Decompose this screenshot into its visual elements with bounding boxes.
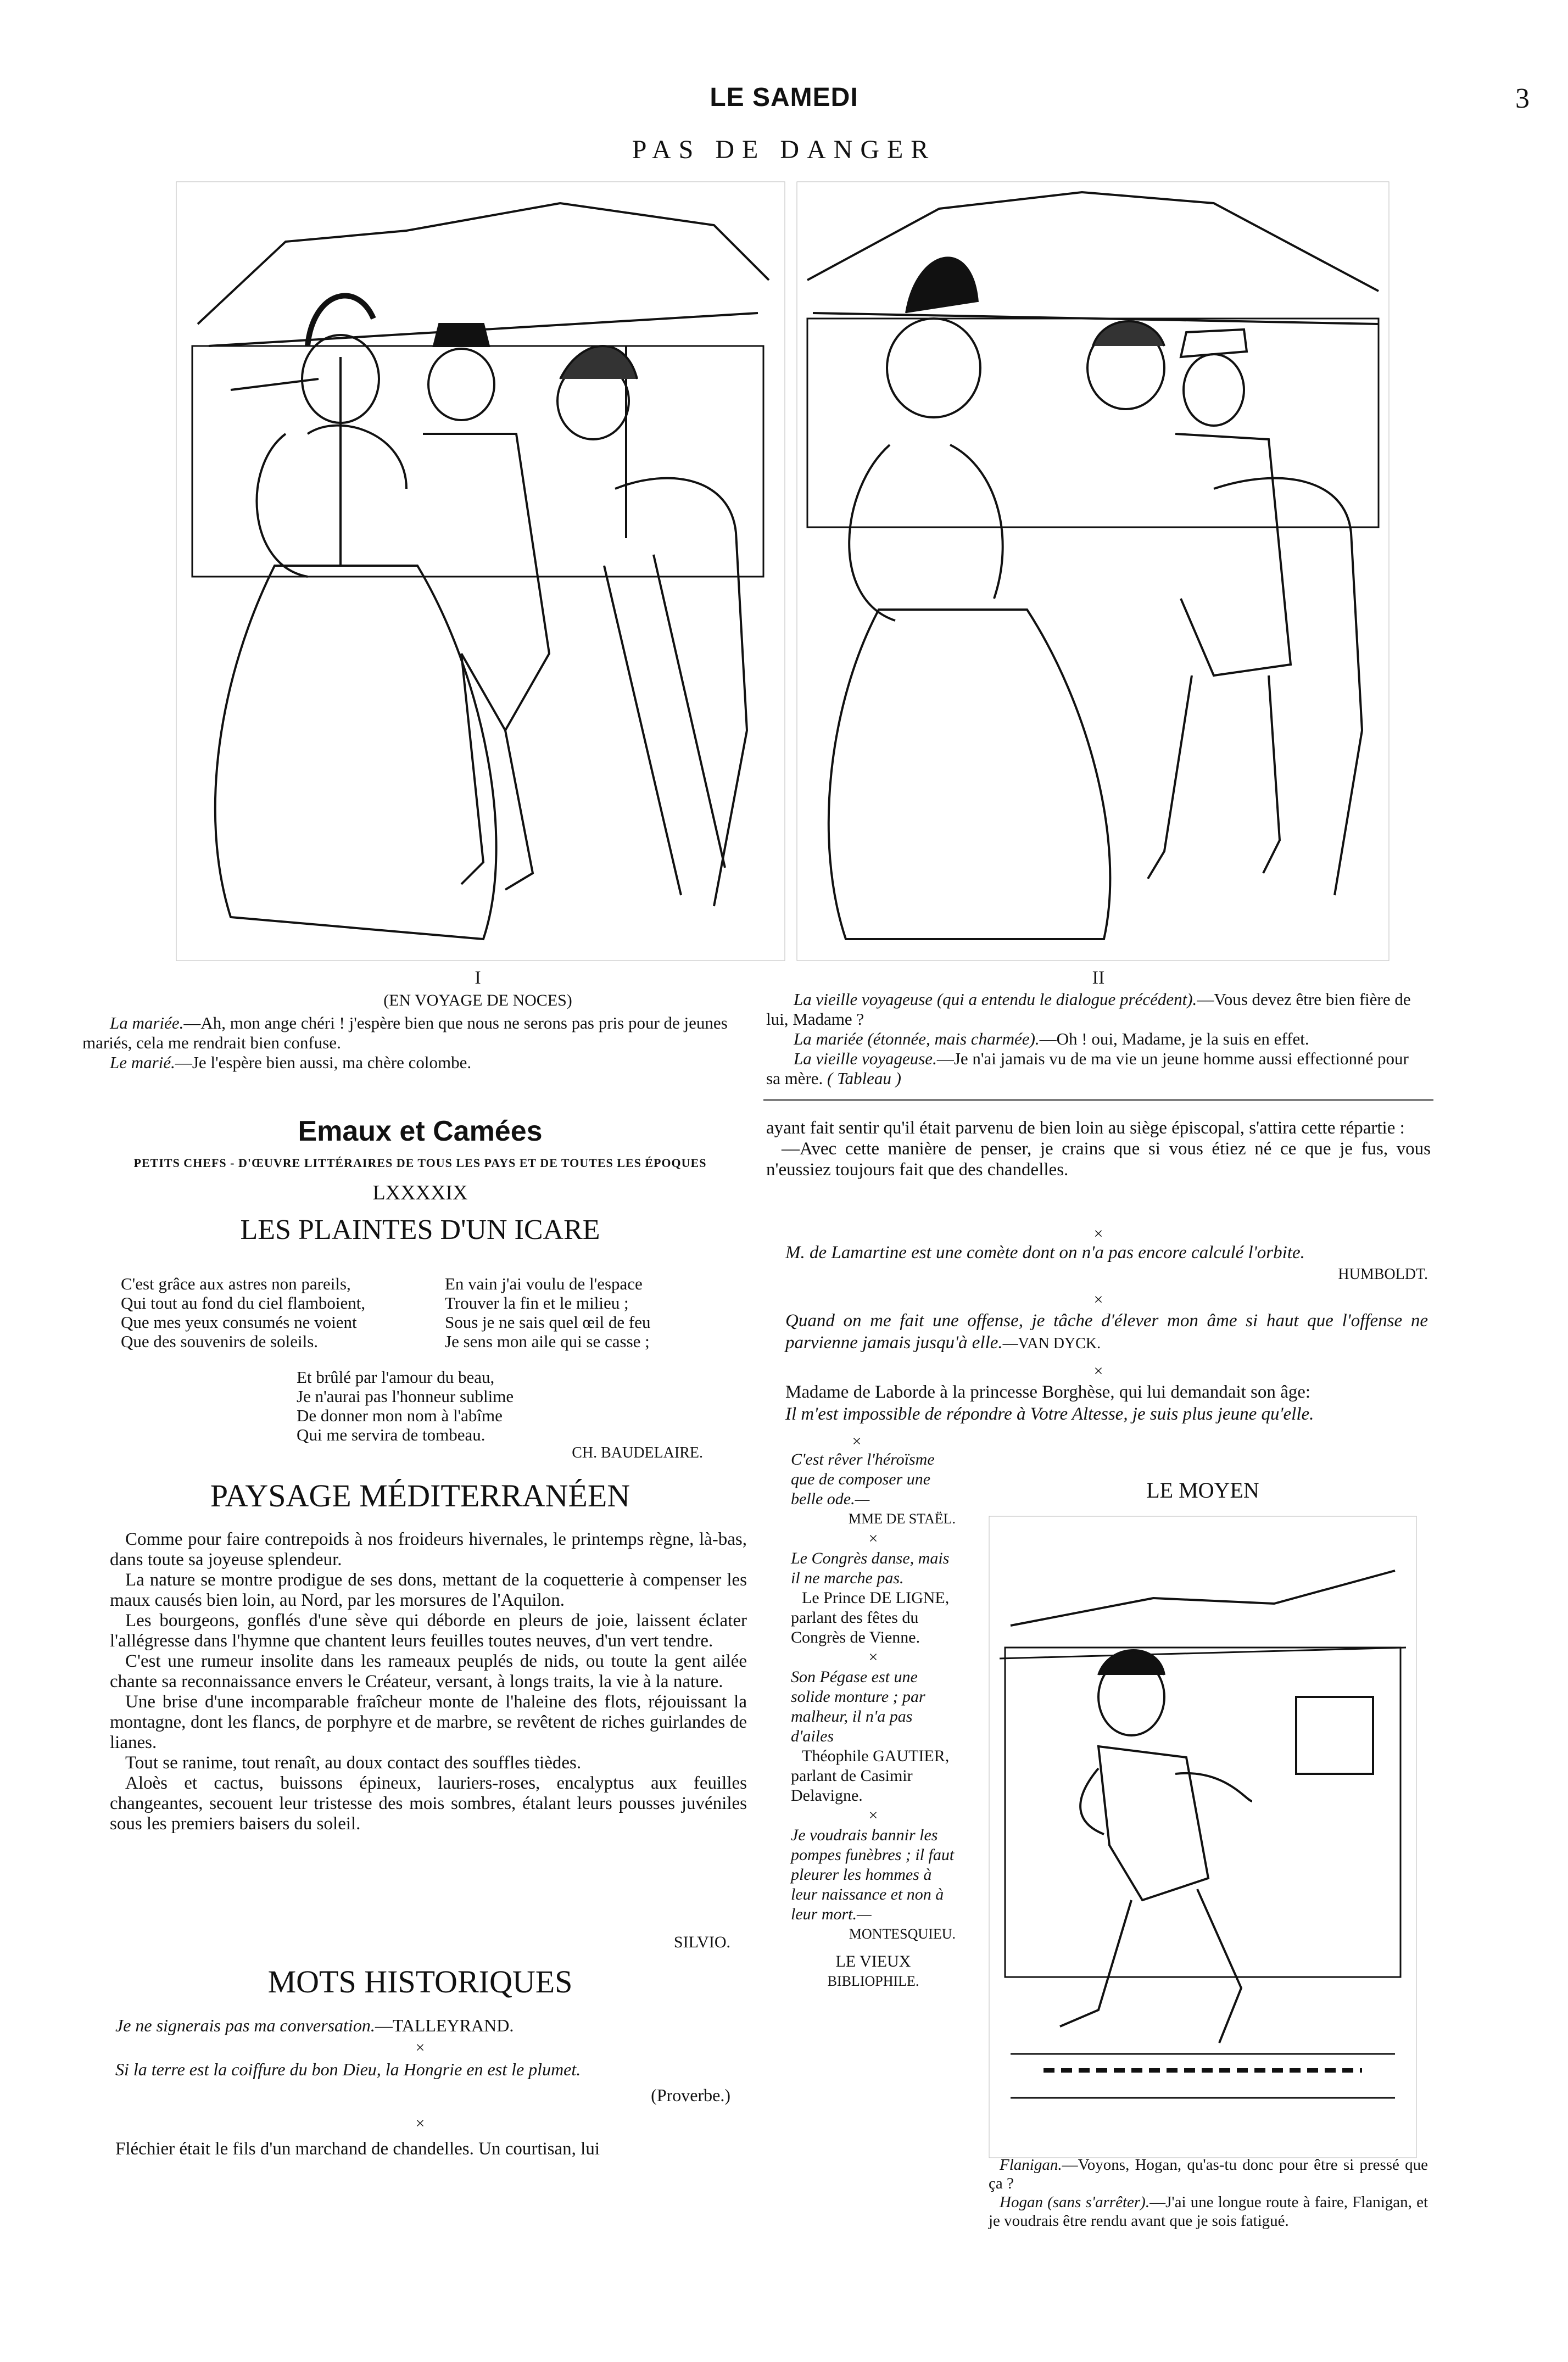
mots-continuation [766, 1118, 1431, 1180]
mots-quote-1 [115, 2015, 747, 2036]
signature-line-2: BIBLIOPHILE. [827, 1973, 919, 1989]
mots-paragraph-3: Fléchier était le fils d'un marchand de chandelles. Un courtisan, lui [115, 2139, 600, 2159]
poem-line: Que des souvenirs de soleils. [121, 1332, 319, 1351]
paragraph: Aloès et cactus, buissons épineux, lauriers-roses, encalyptus aux feuilles changeantes, secouent leur tristesse des mois sombres, étalant leurs pousses juvéniles sous les premiers baisers du soleil. [110, 1773, 747, 1834]
quote-text: Je ne signerais pas ma conversation. [115, 2015, 375, 2035]
poem-line: C'est grâce aux astres non pareils, [121, 1274, 351, 1293]
narrow-quote-2 [791, 1549, 956, 1588]
quote-author: MME DE STAËL. [848, 1511, 956, 1527]
quote-author: Théophile GAUTIER, parlant de Casimir Delavigne. [791, 1747, 950, 1805]
separator-cross: × [415, 2039, 425, 2057]
separator-cross: × [415, 2114, 425, 2132]
quote-author: Le Prince DE LIGNE, parlant des fêtes du Congrès de Vienne. [791, 1589, 950, 1646]
separator-cross: × [1093, 1291, 1103, 1309]
horizontal-divider [763, 1099, 1433, 1101]
paragraph: Tout se ranime, tout renaît, au doux contact des souffles tièdes. [125, 1753, 582, 1773]
mots-quote-6 [785, 1310, 1428, 1355]
cartoon-illustration-old-traveller [796, 181, 1390, 961]
quote-author-humboldt: HUMBOLDT. [1338, 1266, 1428, 1283]
poem-line: Qui tout au fond du ciel flamboient, [121, 1293, 366, 1313]
section-title-moyen: LE MOYEN [1146, 1478, 1259, 1503]
speaker-label: Flanigan. [1000, 2156, 1062, 2174]
cartoon-illustration-running-man [989, 1516, 1417, 2158]
paragraph: —Avec cette manière de penser, je crains que si vous étiez né ce que je fus, vous n'eussiez toujours fait que des chandelles. [766, 1139, 1431, 1180]
cartoon-illustration-honeymoon [176, 181, 785, 961]
poem-stanza-2 [297, 1367, 514, 1444]
quote-author: MONTESQUIEU. [849, 1926, 956, 1942]
separator-cross: × [1093, 1362, 1103, 1380]
emaux-subtitle: PETITS CHEFS - D'ŒUVRE LITTÉRAIRES DE TOUS LES PAYS ET DE TOUTES LES ÉPOQUES [133, 1156, 707, 1170]
speaker-label: La mariée. [110, 1013, 184, 1032]
narrow-quote-4 [791, 1825, 956, 1924]
poem-title: LES PLAINTES D'UN ICARE [240, 1214, 600, 1246]
caption-numeral-left: I [475, 968, 481, 988]
mots-quote-5 [785, 1242, 1428, 1263]
separator-cross: × [868, 1806, 878, 1824]
poem-author: CH. BAUDELAIRE. [572, 1444, 703, 1461]
poem-line: Trouver la fin et le milieu ; [445, 1293, 629, 1313]
poem-line: Que mes yeux consumés ne voient [121, 1313, 357, 1332]
caption-moyen [989, 2156, 1428, 2230]
speaker-label: Hogan (sans s'arrêter). [1000, 2193, 1150, 2211]
separator-cross: × [868, 1529, 878, 1548]
quote-text: Son Pégase est une solide monture ; par malheur, il n'a pas d'ailes [791, 1668, 925, 1745]
paysage-body [110, 1529, 747, 1834]
poem-line: Je sens mon aile qui se casse ; [445, 1332, 650, 1351]
separator-cross: × [852, 1432, 862, 1450]
paragraph: Les bourgeons, gonflés d'une sève qui déborde en pleurs de joie, laissent éclater l'allégresse dans l'hymne que chantent leurs feuilles toutes neuves, d'un vert tendre. [110, 1611, 747, 1651]
speaker-label: La mariée (étonnée, mais charmée). [794, 1029, 1040, 1048]
quote-text: M. de Lamartine est une comète dont on n'a pas encore calculé l'orbite. [785, 1243, 1305, 1263]
paragraph: Une brise d'une incomparable fraîcheur monte de l'haleine des flots, réjouissant la montagne, dont les flancs, de porphyre et de marbre, se revêtent de riches guirlandes de lianes. [110, 1692, 747, 1752]
poem-line: De donner mon nom à l'abîme [297, 1406, 503, 1425]
quote-text: C'est rêver l'héroïsme que de composer une belle ode.— [791, 1450, 935, 1508]
poem-stanza-1-right [445, 1274, 651, 1351]
poem-line: Je n'aurai pas l'honneur sublime [297, 1387, 514, 1406]
quote-text: Si la terre est la coiffure du bon Dieu, la Hongrie en est le plumet. [115, 2059, 581, 2079]
poem-line: En vain j'ai voulu de l'espace [445, 1274, 643, 1293]
poem-stanza-1-left [121, 1274, 365, 1351]
section-title-emaux: Emaux et Camées [298, 1115, 543, 1147]
quote-text: Quand on me fait une offense, je tâche d'élever mon âme si haut que l'offense ne parvienne jamais jusqu'à elle. [785, 1311, 1428, 1353]
dialogue-line: —Je l'espère bien aussi, ma chère colombe. [175, 1053, 472, 1072]
narrow-quote-1 [791, 1450, 956, 1509]
mots-quote-2-source: (Proverbe.) [651, 2085, 730, 2105]
signature-line-1: LE VIEUX [835, 1952, 911, 1970]
mots-quote-2 [115, 2059, 747, 2080]
narrow-column [791, 1450, 956, 1991]
quote-author: —VAN DYCK. [1002, 1335, 1101, 1352]
quote-author: —TALLEYRAND. [375, 2015, 514, 2035]
dialogue-line: —Oh ! oui, Madame, je la suis en effet. [1039, 1029, 1309, 1048]
caption-right [766, 990, 1425, 1088]
cartoon-title: PAS DE DANGER [632, 135, 936, 164]
poem-line: Et brûlé par l'amour du beau, [297, 1367, 495, 1387]
quote-text: Je voudrais bannir les pompes funèbres ; il faut pleurer les hommes à leur naissance et non à leur mort.— [791, 1826, 955, 1923]
paragraph: C'est une rumeur insolite dans les rameaux peuplés de nids, ou toute la gent ailée chante sa reconnaissance envers le Créateur, versant, à longs traits, la vie à la nature. [110, 1651, 747, 1691]
dialogue-line: —Je n'ai jamais vu de ma vie un jeune homme aussi effectionné pour sa mère. [766, 1049, 1409, 1088]
speaker-label: La vieille voyageuse. [794, 1049, 937, 1068]
paysage-author: SILVIO. [673, 1933, 730, 1951]
section-title-mots: MOTS HISTORIQUES [267, 1964, 573, 2000]
dialogue-line: —J'ai une longue route à faire, Flanigan, et je voudrais être rendu avant que je sois fatigué. [989, 2193, 1428, 2230]
speaker-label: Le marié. [110, 1053, 175, 1072]
separator-cross: × [868, 1648, 878, 1666]
mots-quote-7 [785, 1381, 1428, 1425]
poem-line: Sous je ne sais quel œil de feu [445, 1313, 651, 1332]
speaker-label: La vieille voyageuse (qui a entendu le dialogue précédent). [794, 990, 1197, 1009]
caption-subtitle-left: (EN VOYAGE DE NOCES) [383, 991, 572, 1009]
newspaper-title: LE SAMEDI [710, 83, 858, 112]
paragraph: La nature se montre prodigue de ses dons, mettant de la coquetterie à compenser les maux causés bien loin, au Nord, par les morsures de l'Aquilon. [110, 1570, 747, 1610]
separator-cross: × [1093, 1225, 1103, 1243]
page-number: 3 [1515, 83, 1530, 114]
caption-left [82, 1013, 758, 1073]
caption-numeral-right: II [1092, 968, 1105, 988]
dialogue-line: —Voyons, Hogan, qu'as-tu donc pour être si pressé que ça ? [989, 2156, 1428, 2192]
paragraph: Madame de Laborde à la princesse Borghèse, qui lui demandait son âge: [785, 1382, 1311, 1402]
dialogue-line: —Ah, mon ange chéri ! j'espère bien que nous ne serons pas pris pour de jeunes mariés, cela me rendrait bien confuse. [82, 1013, 728, 1052]
quote-text: Il m'est impossible de répondre à Votre Altesse, je suis plus jeune qu'elle. [785, 1404, 1314, 1424]
paragraph: Comme pour faire contrepoids à nos froideurs hivernales, le printemps règne, là-bas, dans toute sa joyeuse splendeur. [110, 1529, 747, 1570]
poem-line: Qui me servira de tombeau. [297, 1425, 486, 1444]
dialogue-line: —Vous devez être bien fière de lui, Madame ? [766, 990, 1411, 1029]
tableau-label: ( Tableau ) [827, 1069, 901, 1088]
section-title-paysage: PAYSAGE MÉDITERRANÉEN [210, 1478, 630, 1514]
paragraph: ayant fait sentir qu'il était parvenu de bien loin au siège épiscopal, s'attira cette répartie : [766, 1118, 1405, 1138]
narrow-quote-3 [791, 1667, 956, 1746]
quote-text: Le Congrès danse, mais il ne marche pas. [791, 1549, 950, 1587]
emaux-number: LXXXXIX [372, 1181, 468, 1204]
